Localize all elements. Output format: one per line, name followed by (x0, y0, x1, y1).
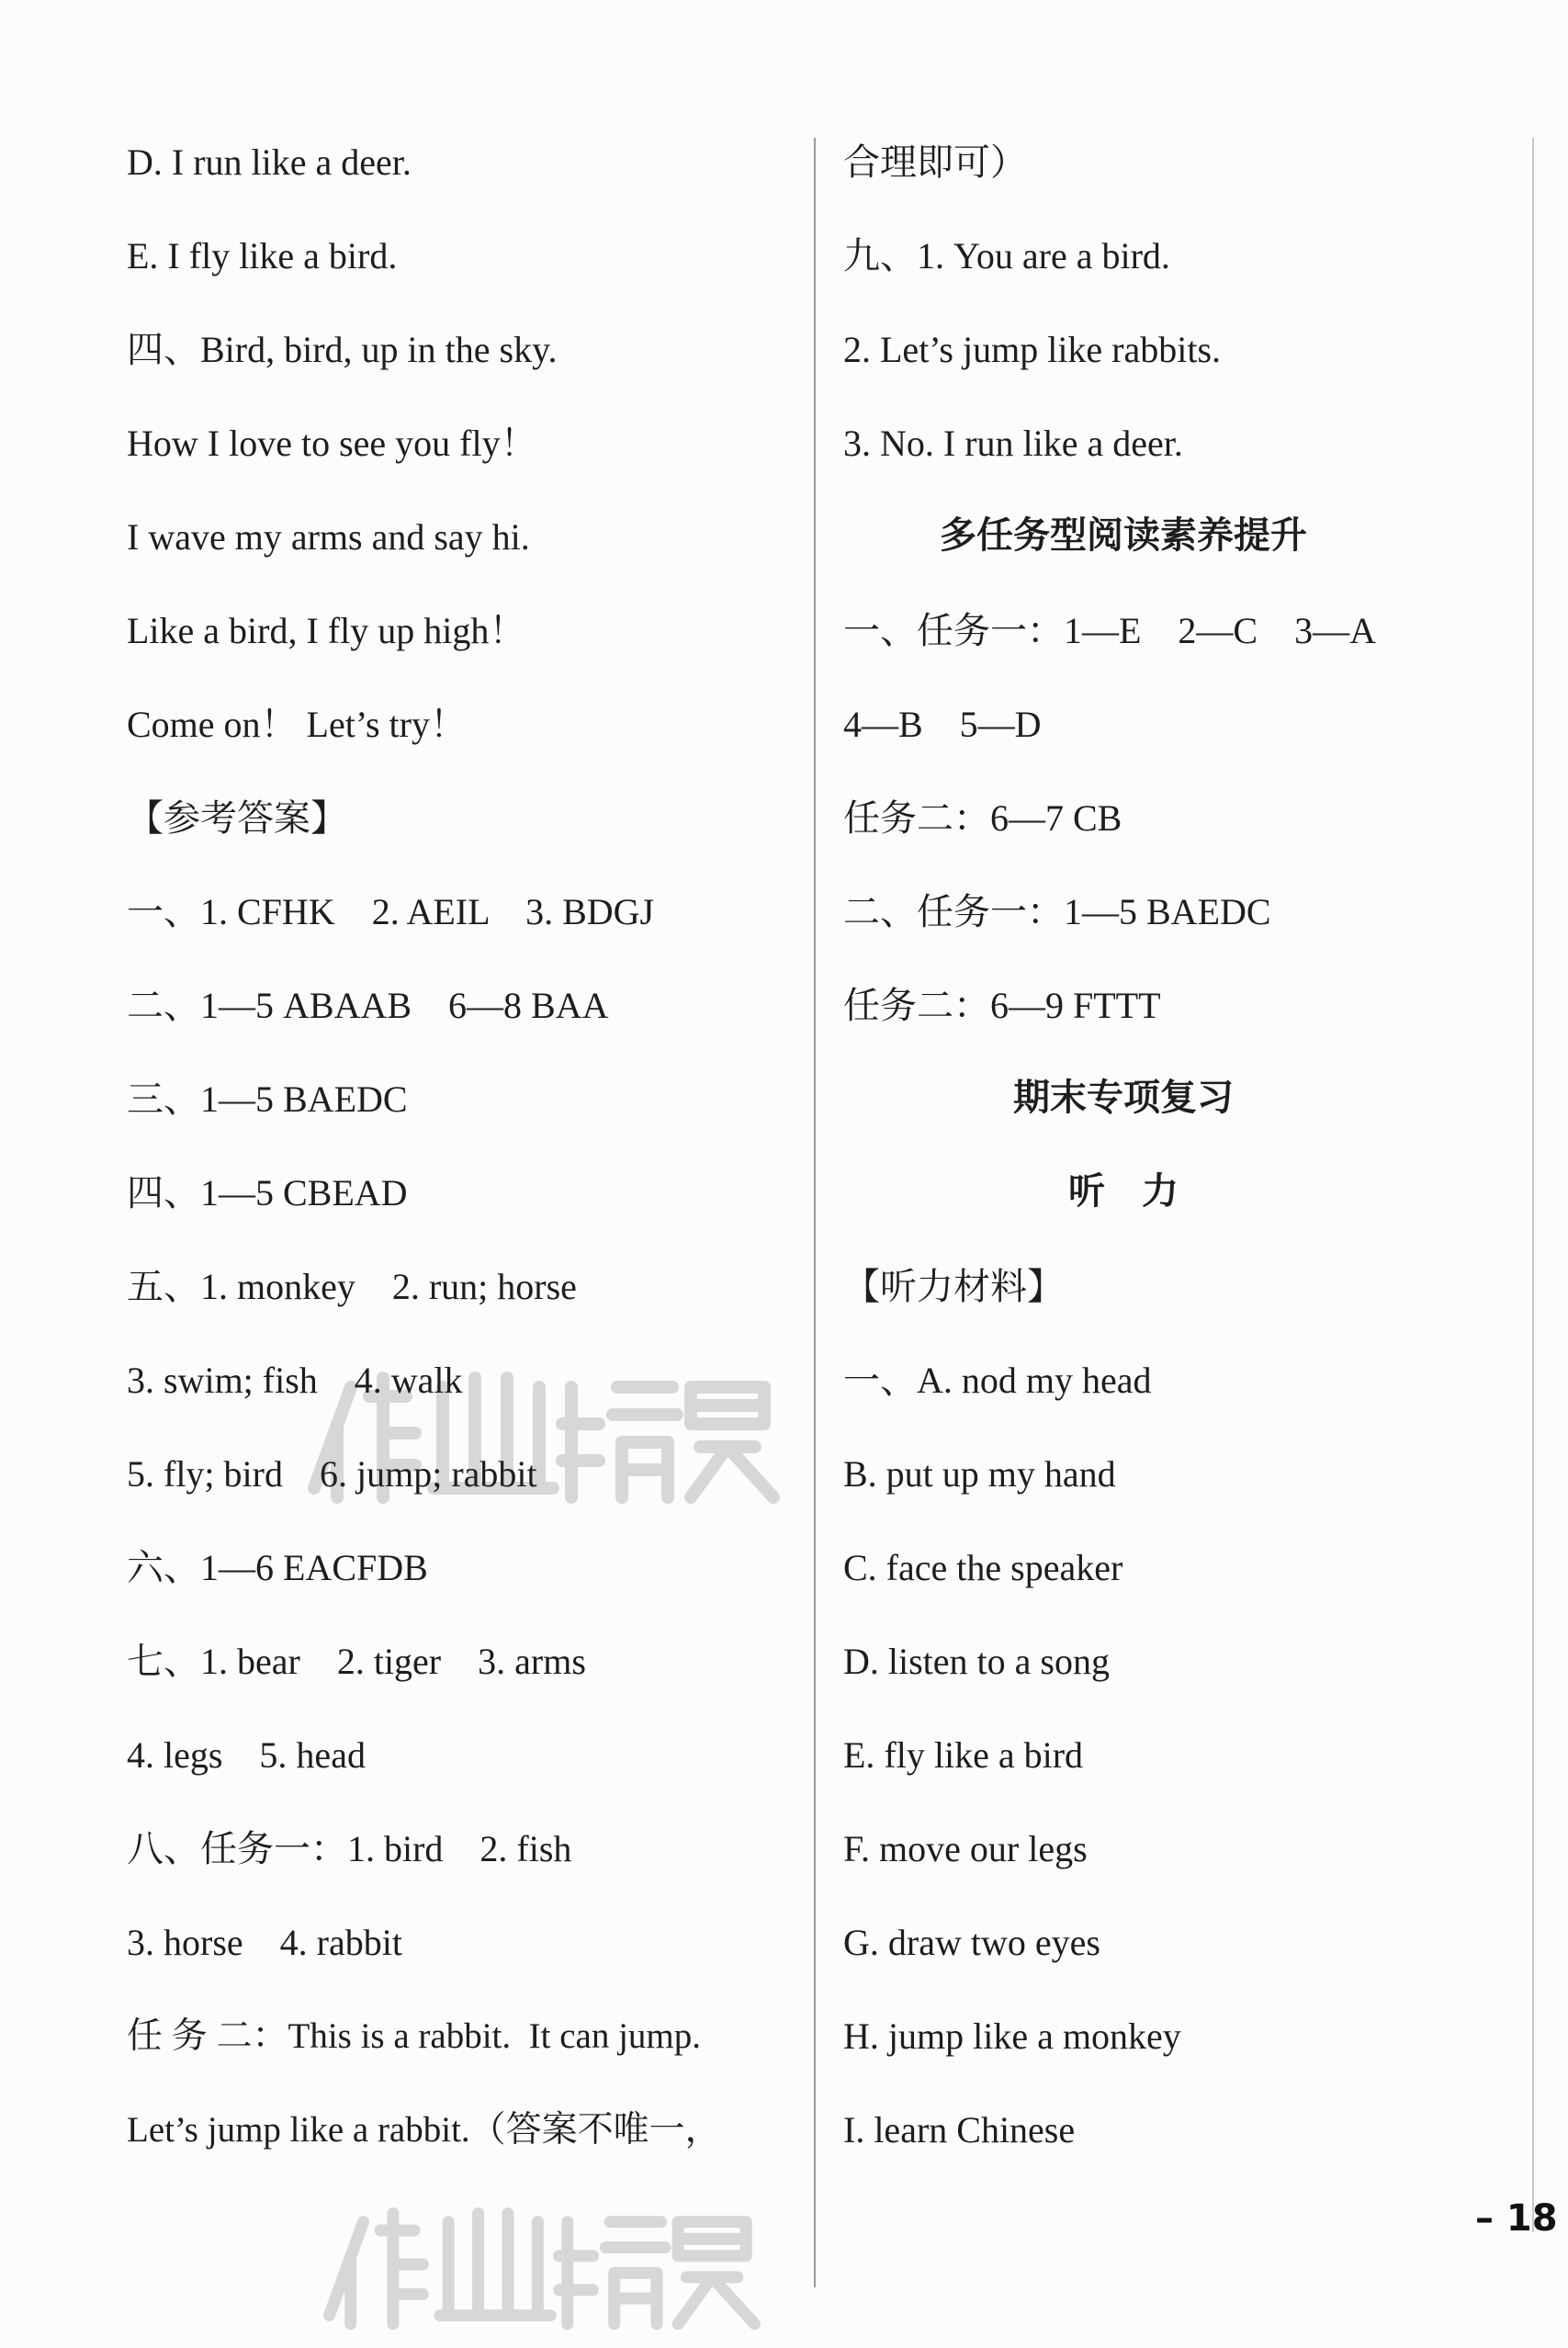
text-line: How I love to see you fly！ (127, 423, 537, 464)
text-line: 3. swim; fish 4. walk (127, 1360, 463, 1401)
text-line: Like a bird, I fly up high！ (127, 610, 526, 651)
text-line: D. I run like a deer. (127, 141, 412, 183)
text-line: 四、1—5 CBEAD (127, 1172, 408, 1214)
text-line: 3. No. I run like a deer. (843, 423, 1183, 464)
text-line: I wave my arms and say hi. (127, 516, 530, 558)
text-line: H. jump like a monkey (843, 2015, 1181, 2057)
page-edge-line (1532, 138, 1534, 2232)
text-line: 2. Let’s jump like rabbits. (843, 329, 1222, 370)
text-line: 一、任务一：1—E 2—C 3—A (843, 610, 1376, 651)
text-line: 任务二：6—7 CB (843, 797, 1122, 839)
text-line: 二、1—5 ABAAB 6—8 BAA (127, 985, 609, 1026)
text-line: E. fly like a bird (843, 1734, 1084, 1776)
section-heading-review: 期末专项复习 (1013, 1077, 1234, 1119)
text-line: 5. fly; bird 6. jump; rabbit (127, 1453, 537, 1495)
text-line: 三、1—5 BAEDC (127, 1078, 408, 1120)
column-divider (814, 138, 816, 2287)
text-line: 四、Bird, bird, up in the sky. (127, 329, 558, 370)
text-line: Come on！ Let’s try！ (127, 704, 467, 745)
right-column (843, 0, 1541, 2348)
text-line: 五、1. monkey 2. run; horse (127, 1266, 577, 1307)
text-line: 3. horse 4. rabbit (127, 1922, 402, 1963)
text-line: F. move our legs (843, 1828, 1088, 1869)
listening-material-heading: 【听力材料】 (843, 1266, 1064, 1307)
text-line: 一、A. nod my head (843, 1360, 1152, 1401)
text-line: C. face the speaker (843, 1547, 1123, 1588)
text-line: 一、1. CFHK 2. AEIL 3. BDGJ (127, 891, 655, 932)
answer-key-heading: 【参考答案】 (127, 797, 347, 839)
text-line: G. draw two eyes (843, 1922, 1100, 1963)
section-heading-reading: 多任务型阅读素养提升 (940, 514, 1307, 557)
text-line: 七、1. bear 2. tiger 3. arms (127, 1641, 586, 1682)
section-heading-listening: 听 力 (1068, 1170, 1179, 1213)
page-number: – 18 (1475, 2197, 1558, 2240)
text-line: 4. legs 5. head (127, 1734, 366, 1776)
text-line: 任务二：6—9 FTTT (843, 985, 1161, 1026)
text-line: 任 务 二：This is a rabbit. It can jump. (127, 2016, 701, 2056)
text-line: 合理即可） (843, 141, 1027, 183)
text-line: D. listen to a song (843, 1641, 1110, 1682)
text-line: 二、任务一：1—5 BAEDC (843, 891, 1271, 932)
text-line: B. put up my hand (843, 1453, 1116, 1495)
text-line: 六、1—6 EACFDB (127, 1547, 428, 1588)
text-line: 八、任务一：1. bird 2. fish (127, 1828, 572, 1869)
text-line: 4—B 5—D (843, 704, 1042, 745)
text-line: E. I fly like a bird. (127, 235, 398, 277)
text-line: Let’s jump like a rabbit.（答案不唯一， (127, 2110, 721, 2150)
text-line: 九、1. You are a bird. (843, 235, 1170, 277)
text-line: I. learn Chinese (843, 2109, 1076, 2150)
left-column (127, 0, 825, 2348)
